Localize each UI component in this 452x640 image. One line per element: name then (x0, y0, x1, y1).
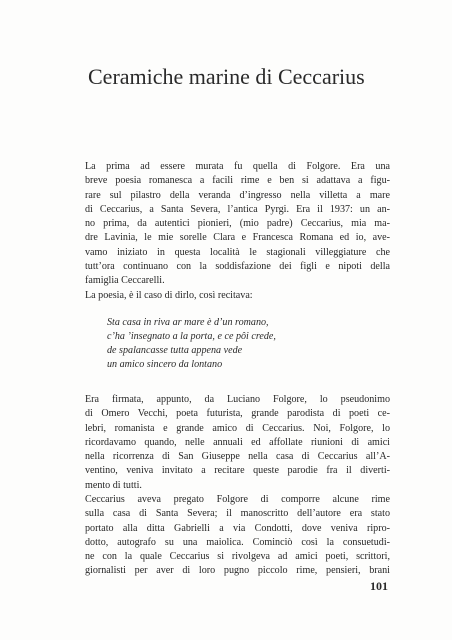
text-line: nella ricorrenza di San Giuseppe nella casa di Ceccarius all’A- (85, 451, 390, 463)
text-line: giornalisti per aver di loro pugno piccolo rime, pensieri, brani (85, 565, 390, 577)
text-line: ventino, veniva invitato a recitare queste parodie fra il diverti- (85, 465, 390, 477)
text-line: rare sul pilastro della veranda d’ingresso nella villetta a mare (85, 189, 390, 201)
text-line: tutt’ora continuano con la soddisfazione dei figli e nipoti della (85, 261, 390, 273)
text-line: portato alla ditta Gabrielli a via Condotti, dove veniva ripro- (85, 522, 390, 534)
paragraph-4 (85, 493, 390, 579)
text-line: dotto, autografo su una maiolica. Cominciò così la consuetudi- (85, 536, 390, 548)
text-line: no prima, da autentici pionieri, (mio padre) Ceccarius, mia ma- (85, 218, 390, 230)
paragraph-1 (85, 160, 390, 289)
text-line: sulla casa di Santa Severa; il manoscritto dell’autore era stato (85, 508, 390, 520)
poem-line: Sta casa in riva ar mare è d’un romano, (107, 317, 269, 328)
paragraph-3 (85, 393, 390, 493)
text-line: mento di tutti. (85, 479, 142, 491)
text-line: ne con la quale Ceccarius si rivolgeva ad amici poeti, scrittori, (85, 551, 390, 563)
text-line: vamo iniziato in questa località le stagionali villeggiature che (85, 246, 390, 258)
text-line: lebri, romanista e grande amico di Ceccarius. Noi, Folgore, lo (85, 422, 390, 434)
poem-line: de spalancasse tutta appena vede (107, 345, 243, 356)
paragraph-2 (85, 289, 390, 303)
text-line: La poesia, è il caso di dirlo, così recitava: (85, 290, 253, 301)
poem-line: un amico sincero da lontano (107, 359, 223, 370)
poem-quote (107, 316, 276, 372)
text-line: dre Lavinia, le mie sorelle Clara e Francesca Romana ed io, ave- (85, 232, 390, 244)
text-line: famiglia Ceccarelli. (85, 275, 165, 287)
text-line: di Ceccarius, a Santa Severa, l’antica Pyrgi. Era il 1937: un an- (85, 203, 390, 215)
text-line: La prima ad essere murata fu quella di Folgore. Era una (85, 161, 390, 172)
page-number: 101 (370, 579, 388, 593)
text-line: Ceccarius aveva pregato Folgore di comporre alcune rime (85, 494, 390, 505)
page-title: Ceramiche marine di Ceccarius (88, 64, 365, 89)
text-line: breve poesia romanesca a facili rime e ben si adattava a figu- (85, 175, 390, 187)
text-line: Era firmata, appunto, da Luciano Folgore, lo pseudonimo (85, 394, 390, 405)
poem-line: c’ha ’insegnato a la porta, e ce pôi crede, (107, 331, 276, 342)
text-line: di Omero Vecchi, poeta futurista, grande parodista di poeti ce- (85, 408, 390, 420)
text-line: ricordavamo quando, nelle annuali ed affollate riunioni di amici (85, 436, 390, 448)
